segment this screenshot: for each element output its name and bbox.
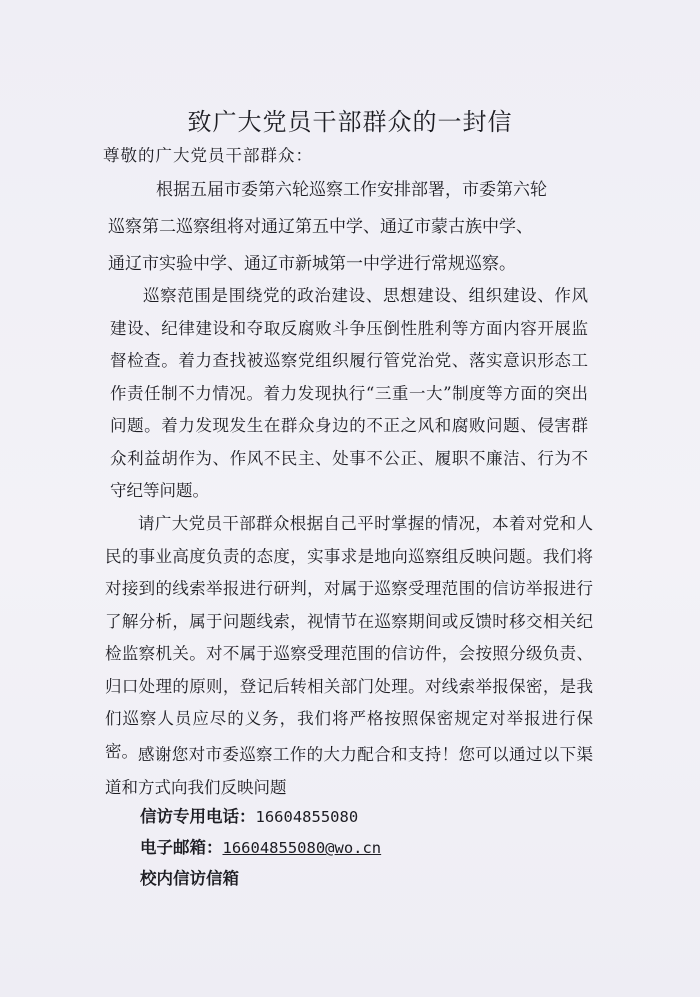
email-label: 电子邮箱： <box>140 838 223 857</box>
paragraph-line: 巡察第二巡察组将对通辽第五中学、通辽市蒙古族中学、 <box>108 217 533 237</box>
phone-label: 信访专用电话： <box>140 807 256 826</box>
contact-list <box>140 803 381 893</box>
phone-row <box>140 803 381 831</box>
paragraph-line: 通辽市实验中学、通辽市新城第一中学进行常规巡察。 <box>108 254 516 274</box>
paragraph-inspection-notice <box>108 172 598 283</box>
email-row <box>140 834 381 862</box>
paragraph-reporting-request: 请广大党员干部群众根据自己平时掌握的情况，本着对党和人民的事业高度负责的态度，实事求是地向巡察组反映问题。我们将对接到的线索举报进行研判，对属于巡察受理范围的信访举报进行了解分析，属于问题线索，视情节在巡察期间或反馈时移交相关纪检监察机关。对不属于巡察受理范围的信访件，会按照分级负责、归口处理的原则，登记后转相关部门处理。对线索举报保密，是我们巡察人员应尽的义务，我们将严格按照保密规定对举报进行保密。 <box>105 514 593 761</box>
paragraph-inspection-scope: 巡察范围是围绕党的政治建设、思想建设、组织建设、作风建设、纪律建设和夺取反腐败斗争压倒性胜利等方面内容开展监督检查。着力查找被巡察党组织履行管党治党、落实意识形态工作责任制不力情况。着力发现执行“三重一大”制度等方面的突出问题。着力发现发生在群众身边的不正之风和腐败问题、侵害群众利益胡作为、作风不民主、处事不公正、履职不廉洁、行为不守纪等问题。 <box>110 286 588 500</box>
mailbox-row: 校内信访信箱 <box>140 869 239 888</box>
email-link[interactable]: 16604855080@wo.cn <box>222 839 382 857</box>
paragraph-line: 根据五届市委第六轮巡察工作安排部署，市委第六轮 <box>156 180 547 200</box>
greeting: 尊敬的广大党员干部群众： <box>103 146 313 165</box>
phone-number: 16604855080 <box>255 808 359 826</box>
letter-title: 致广大党员干部群众的一封信 <box>187 108 513 136</box>
paragraph-thanks: 感谢您对市委巡察工作的大力配合和支持！您可以通过以下渠道和方式向我们反映问题 <box>105 745 593 797</box>
